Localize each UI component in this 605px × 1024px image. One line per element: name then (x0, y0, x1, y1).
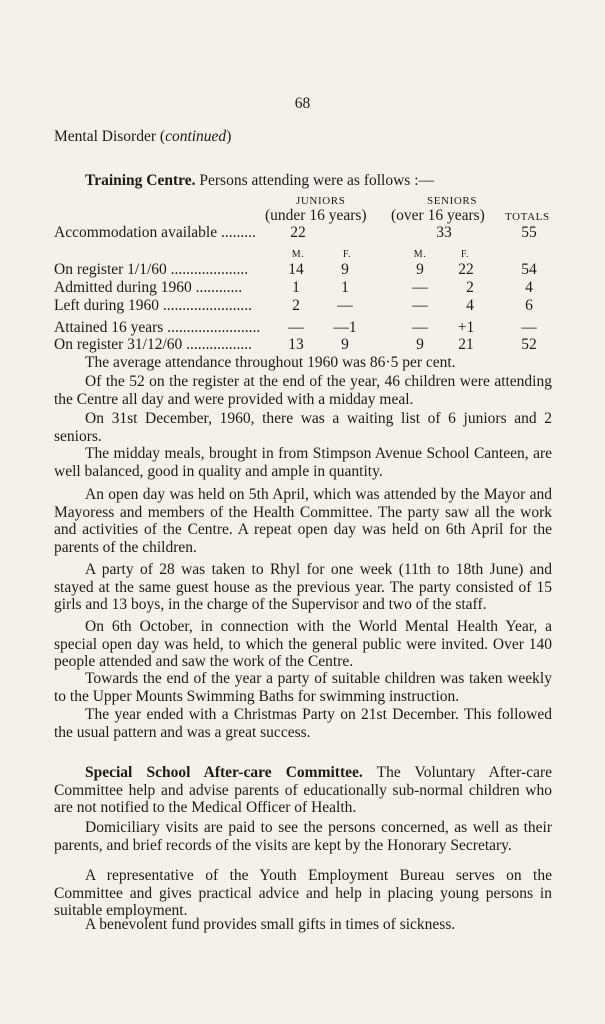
training-intro: Persons attending were as follows :— (199, 172, 435, 189)
table-cell: 6 (525, 297, 533, 314)
section-heading (54, 128, 231, 146)
aftercare-paragraph-1 (54, 764, 552, 817)
table-cell: 2 (292, 297, 300, 314)
table-cell: 9 (416, 261, 424, 278)
table-row-label: Left during 1960 ....................... (54, 297, 253, 314)
table-cell: 9 (341, 261, 349, 278)
table-cell: —1 (333, 319, 357, 336)
mf-seniors-f: F. (460, 249, 470, 260)
table-cell: 52 (521, 336, 537, 353)
page-number: 68 (294, 95, 311, 112)
heading-main: Mental Disorder ( (54, 128, 166, 145)
aftercare-paragraph-3: A representative of the Youth Employment Bureau serves on the Committee and gives practical advice and help in placing young persons in suitable employment. (54, 867, 552, 920)
col-seniors: SENIORS (427, 195, 478, 207)
table-cell: 21 (458, 336, 474, 353)
paragraph-midday-meals: The midday meals, brought in from Stimpson Avenue School Canteen, are well balanced, good in quality and ample in quantity. (54, 445, 552, 480)
aftercare-text-1: The Voluntary After-care Committee help and advise parents of educationally sub-normal children who are not notified to the Medical Officer of Health. (54, 764, 552, 817)
accommodation-totals: 55 (521, 224, 537, 241)
table-row-label: Admitted during 1960 ............ (54, 279, 243, 296)
aftercare-paragraph-4: A benevolent fund provides small gifts in times of sickness. (85, 916, 456, 933)
paragraph-waiting-list: On 31st December, 1960, there was a waiting list of 6 juniors and 2 seniors. (54, 410, 552, 445)
table-row-label: Attained 16 years ........................ (54, 319, 261, 336)
table-cell: 1 (292, 279, 300, 296)
aftercare-title: Special School After-care Committee. (85, 764, 363, 781)
paragraph-swimming: Towards the end of the year a party of suitable children was taken weekly to the Upper Mounts Swimming Baths for swimming instruction. (54, 670, 552, 705)
table-cell: 9 (416, 336, 424, 353)
table-cell: 9 (341, 336, 349, 353)
paragraph-rhyl-trip: A party of 28 was taken to Rhyl for one week (11th to 18th June) and stayed at the same guest house as the previous year. The party consisted of 15 girls and 13 boys, in the charge of the Supervisor and two of the staff. (54, 561, 552, 614)
table-row-label: On register 31/12/60 ................. (54, 336, 253, 353)
table-cell: — (288, 319, 304, 336)
table-cell: — (337, 297, 353, 314)
table-cell: — (521, 319, 537, 336)
table-cell: — (412, 319, 428, 336)
mf-juniors-f: F. (342, 249, 352, 260)
table-row-label: On register 1/1/60 .................... (54, 261, 249, 278)
mf-seniors-m: M. (413, 249, 427, 260)
col-seniors-sub: (over 16 years) (391, 207, 485, 224)
table-cell: — (412, 297, 428, 314)
table-cell: — (412, 279, 428, 296)
table-cell: 4 (466, 297, 474, 314)
table-cell: 13 (288, 336, 304, 353)
paragraph-open-day: An open day was held on 5th April, which was attended by the Mayor and Mayoress and members of the Health Committee. The party saw all the work and activities of the Centre. A repeat open day was held on 6th April for the parents of the children. (54, 486, 552, 556)
paragraph-christmas: The year ended with a Christmas Party on 21st December. This followed the usual pattern and was a great success. (54, 706, 552, 741)
accommodation-juniors: 22 (290, 224, 306, 241)
accommodation-label: Accommodation available ......... (54, 224, 256, 241)
col-juniors-sub: (under 16 years) (265, 207, 367, 224)
table-cell: 54 (521, 261, 537, 278)
training-intro-line (85, 172, 434, 190)
table-cell: 22 (458, 261, 474, 278)
table-cell: 1 (341, 279, 349, 296)
aftercare-paragraph-2: Domiciliary visits are paid to see the persons concerned, as well as their parents, and brief records of the visits are kept by the Honorary Secretary. (54, 819, 552, 854)
training-title: Training Centre. (85, 172, 196, 189)
col-totals: TOTALS (505, 211, 550, 223)
accommodation-seniors: 33 (436, 224, 452, 241)
mf-juniors-m: M. (291, 249, 305, 260)
table-cell: 14 (288, 261, 304, 278)
attendance-paragraph: The average attendance throughout 1960 was 86·5 per cent. (85, 354, 456, 371)
paragraph-register: Of the 52 on the register at the end of the year, 46 children were attending the Centre all day and were provided with a midday meal. (54, 373, 552, 408)
table-cell: 2 (466, 279, 474, 296)
heading-italic: continued (165, 128, 227, 145)
heading-end: ) (226, 128, 232, 145)
paragraph-mental-health-year: On 6th October, in connection with the World Mental Health Year, a special open day was held, to which the general public were invited. Over 140 people attended and saw the work of the Centre. (54, 618, 552, 671)
table-cell: 4 (525, 279, 533, 296)
table-cell: +1 (457, 319, 475, 336)
col-juniors: JUNIORS (296, 195, 346, 207)
